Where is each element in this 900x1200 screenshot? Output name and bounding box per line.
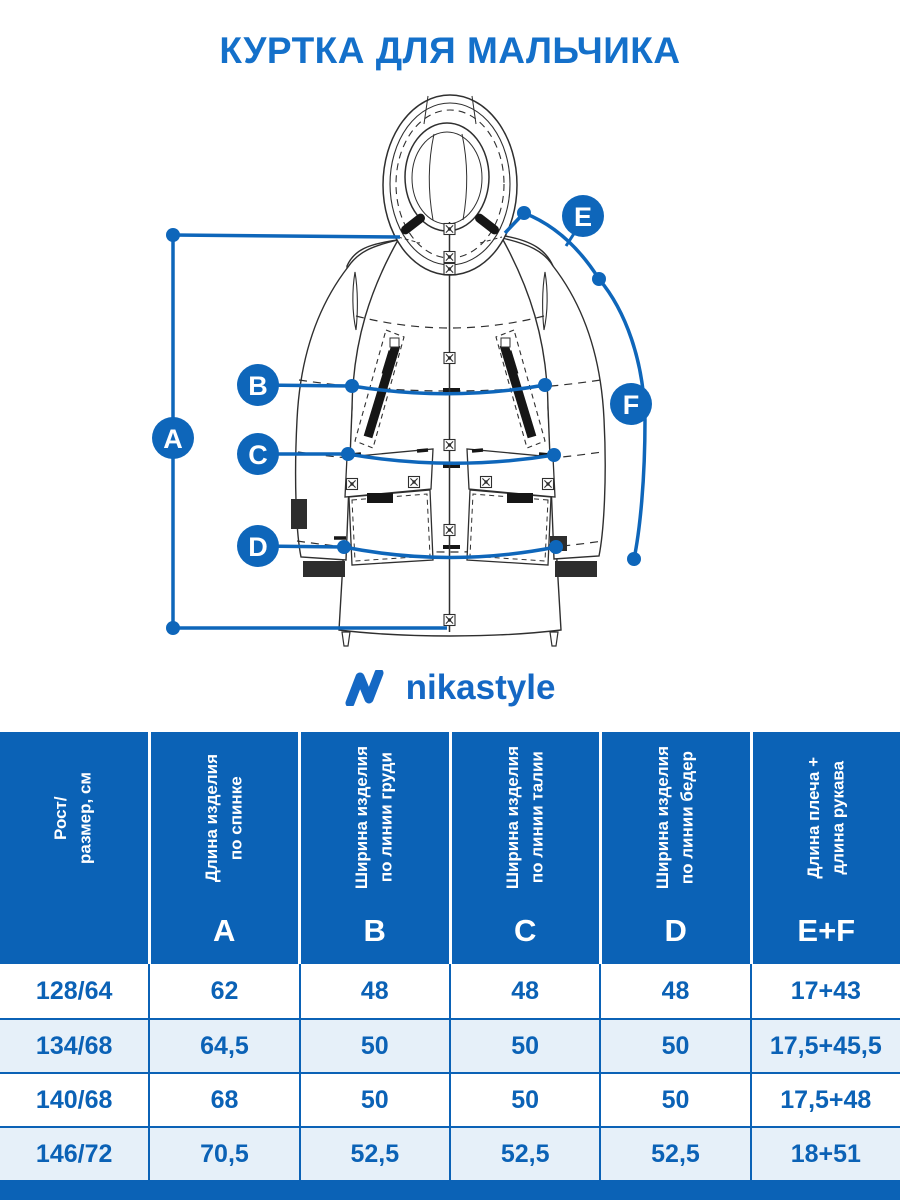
- cell-size: 146/72: [0, 1128, 150, 1180]
- header-letter: B: [363, 913, 386, 948]
- cell-a: 64,5: [150, 1020, 300, 1072]
- badge-f-label: F: [622, 390, 640, 420]
- cell-size: 140/68: [0, 1074, 150, 1126]
- header-label: Ширина изделия: [352, 746, 372, 890]
- header-label: Ширина изделия: [653, 746, 673, 890]
- table-row: [0, 1072, 900, 1126]
- cell-c: 52,5: [451, 1128, 601, 1180]
- badge-d-label: D: [248, 532, 268, 562]
- header-hip-width: [599, 732, 750, 964]
- wave-n-icon: [345, 670, 391, 706]
- header-label: по линии груди: [376, 752, 396, 884]
- cell-c: 50: [451, 1020, 601, 1072]
- header-label: Длина плеча +: [803, 757, 823, 879]
- header-label: по спинке: [226, 776, 246, 860]
- cell-d: 52,5: [601, 1128, 751, 1180]
- badge-e-label: E: [573, 202, 593, 232]
- table-row: [0, 1126, 900, 1180]
- table-row: [0, 1018, 900, 1072]
- header-letter: C: [514, 913, 537, 948]
- cell-ef: 17,5+48: [780, 1085, 872, 1114]
- header-back-length: [148, 732, 299, 964]
- cell-a: 70,5: [150, 1128, 300, 1180]
- cell-d: 50: [601, 1020, 751, 1072]
- cell-d: 48: [601, 964, 751, 1018]
- page-title: КУРТКА ДЛЯ МАЛЬЧИКА: [219, 30, 681, 71]
- bottom-accent-bar: [0, 1180, 900, 1200]
- header-letter: A: [213, 913, 236, 948]
- header-label: Длина изделия: [201, 753, 221, 883]
- header-label: Рост/: [51, 796, 71, 840]
- cell-b: 48: [301, 964, 451, 1018]
- jacket-diagram: [0, 85, 900, 660]
- cell-c: 50: [451, 1074, 601, 1126]
- cell-size: 134/68: [0, 1020, 150, 1072]
- brand-name: nikastyle: [405, 668, 556, 707]
- header-letter: D: [664, 913, 687, 948]
- brand-logo: [0, 662, 900, 714]
- badge-a-label: A: [163, 424, 183, 454]
- header-height-size: [0, 732, 148, 964]
- cell-d: 50: [601, 1074, 751, 1126]
- cell-a: 62: [150, 964, 300, 1018]
- cell-b: 50: [301, 1074, 451, 1126]
- cell-ef: 17+43: [790, 976, 861, 1005]
- table-row: [0, 964, 900, 1018]
- header-shoulder-sleeve: [750, 732, 900, 964]
- cell-c: 48: [451, 964, 601, 1018]
- header-label: по линии бедер: [677, 751, 697, 885]
- header-label: Ширина изделия: [502, 746, 522, 890]
- header-letter: E+F: [797, 913, 856, 948]
- header-label: размер, см: [75, 772, 95, 864]
- cell-ef: 17,5+45,5: [769, 1031, 882, 1060]
- size-table: [0, 732, 900, 1180]
- cell-ef: 18+51: [790, 1139, 861, 1168]
- header-label: по линии талии: [527, 752, 547, 884]
- cell-a: 68: [150, 1074, 300, 1126]
- cell-size: 128/64: [0, 964, 150, 1018]
- cell-b: 52,5: [301, 1128, 451, 1180]
- badge-b-label: B: [248, 371, 268, 401]
- header-label: длина рукава: [828, 761, 848, 875]
- cell-b: 50: [301, 1020, 451, 1072]
- header-waist-width: [449, 732, 600, 964]
- badge-c-label: C: [248, 440, 268, 470]
- table-header: [0, 732, 900, 964]
- header-chest-width: [298, 732, 449, 964]
